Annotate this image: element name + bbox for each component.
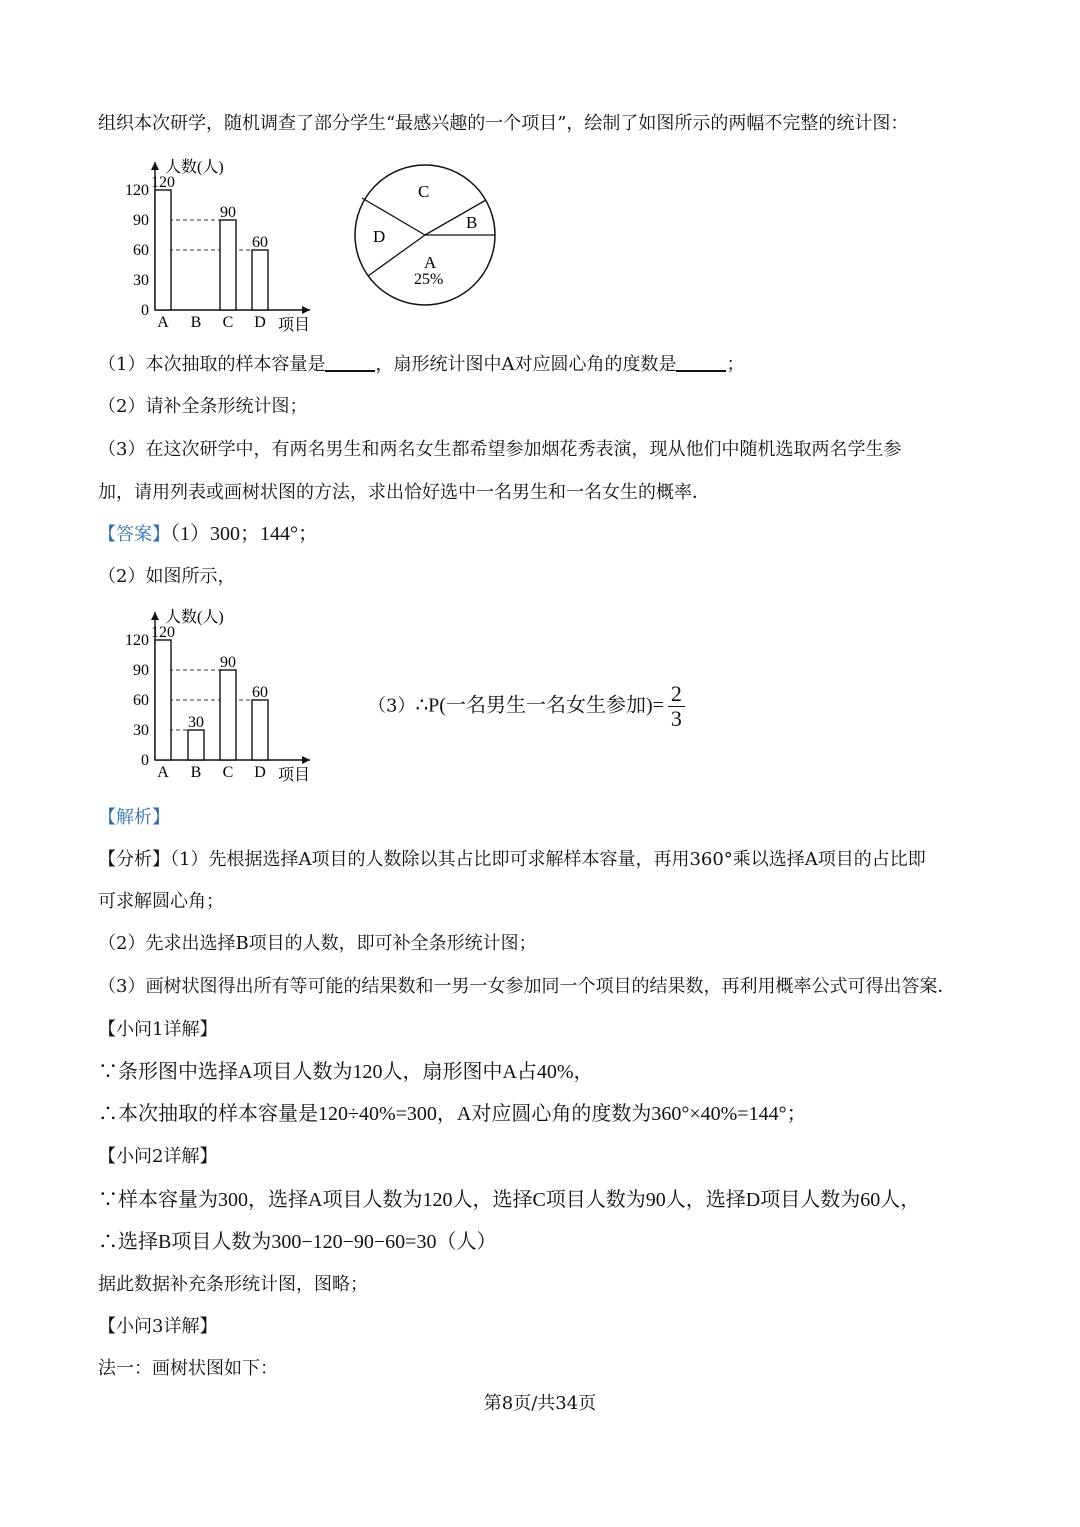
detail-2-heading: 【小问2详解】 bbox=[98, 1146, 218, 1167]
question-3-line1: （3）在这次研学中，有两名男生和两名女生都希望参加烟花秀表演，现从他们中随机选取两名学生参 bbox=[98, 439, 902, 460]
y-tick-label: 0 bbox=[141, 302, 149, 319]
x-axis-arrow bbox=[302, 756, 310, 764]
pie-label-c: C bbox=[418, 182, 430, 201]
probability-fraction: $\frac{2}{3}$ bbox=[668, 682, 685, 731]
y-tick-label: 90 bbox=[133, 662, 149, 679]
detail-2-a: ∵样本容量为300，选择A项目人数为120人，选择C项目人数为90人，选择D项目人数为60人， bbox=[98, 1189, 921, 1211]
x-axis-label: 项目 bbox=[278, 317, 311, 334]
x-tick-label-c: C bbox=[222, 314, 234, 331]
y-tick-label: 30 bbox=[133, 722, 149, 739]
bar-a bbox=[155, 640, 171, 760]
y-tick-label: 120 bbox=[125, 182, 149, 199]
analysis-3: （3）画树状图得出所有等可能的结果数和一男一女参加同一个项目的结果数，再利用概率公式可得出答案． bbox=[98, 976, 956, 997]
bar-c bbox=[220, 670, 236, 760]
detail-2-c: 据此数据补充条形统计图，图略； bbox=[98, 1274, 368, 1295]
x-tick-label-d: D bbox=[254, 314, 266, 331]
x-tick-label-a: A bbox=[157, 314, 169, 331]
question-3-line2: 加，请用列表或画树状图的方法，求出恰好选中一名男生和一名女生的概率． bbox=[98, 482, 710, 503]
bar-b bbox=[188, 730, 204, 760]
answer-2: （2）如图所示， bbox=[98, 566, 236, 587]
pie-label-d: D bbox=[373, 227, 386, 246]
bar-value-label-a: 120 bbox=[151, 174, 175, 191]
x-tick-label-c: C bbox=[222, 764, 234, 781]
y-tick-label: 120 bbox=[125, 632, 149, 649]
pie-label-b: B bbox=[466, 213, 478, 232]
detail-3-a: 法一：画树状图如下： bbox=[98, 1358, 278, 1379]
bar-a bbox=[155, 190, 171, 310]
pie-chart bbox=[348, 158, 508, 318]
x-tick-label-b: B bbox=[190, 314, 202, 331]
pie-label-a-percent: 25% bbox=[414, 271, 444, 288]
bar-chart-complete bbox=[98, 600, 328, 785]
detail-1-a: ∵条形图中选择A项目人数为120人，扇形图中A占40%， bbox=[98, 1061, 594, 1083]
y-axis-label: 人数(人) bbox=[165, 609, 224, 626]
y-axis-arrow bbox=[151, 612, 159, 620]
bar-c bbox=[220, 220, 236, 310]
y-tick-label: 60 bbox=[133, 692, 149, 709]
x-axis-arrow bbox=[302, 306, 310, 314]
question-1: （1）本次抽取的样本容量是 ，扇形统计图中A对应圆心角的度数是 ； bbox=[98, 354, 745, 375]
y-axis-label: 人数(人) bbox=[165, 159, 224, 176]
question-2: （2）请补全条形统计图； bbox=[98, 396, 308, 417]
y-axis-arrow bbox=[151, 162, 159, 170]
bar-value-label-d: 60 bbox=[252, 234, 268, 251]
x-tick-label-a: A bbox=[157, 764, 169, 781]
bar-value-label-c: 90 bbox=[220, 204, 236, 221]
blank-angle[interactable] bbox=[676, 352, 726, 372]
analysis-1: 【分析】（1）先根据选择A项目的人数除以其占比即可求解样本容量，再用360°乘以选择A项目的占比即 bbox=[98, 849, 926, 870]
answer-tag: 【答案】 bbox=[98, 524, 170, 545]
x-tick-label-b: B bbox=[190, 764, 202, 781]
y-tick-label: 0 bbox=[141, 752, 149, 769]
analysis-1b: 可求解圆心角； bbox=[98, 891, 224, 912]
analysis-tag: 【解析】 bbox=[98, 807, 170, 828]
bar-value-label-d: 60 bbox=[252, 684, 268, 701]
y-tick-label: 60 bbox=[133, 242, 149, 259]
bar-d bbox=[252, 700, 268, 760]
answer-1: 【答案】（1）300；144°； bbox=[98, 523, 318, 545]
bar-value-label-b: 30 bbox=[188, 714, 204, 731]
bar-d bbox=[252, 250, 268, 310]
x-axis-label: 项目 bbox=[278, 767, 311, 784]
bar-value-label-a: 120 bbox=[151, 624, 175, 641]
y-tick-label: 30 bbox=[133, 272, 149, 289]
page-footer: 第8页/共34页 bbox=[483, 1393, 597, 1414]
bar-value-label-c: 90 bbox=[220, 654, 236, 671]
x-tick-label-d: D bbox=[254, 764, 266, 781]
bar-chart-incomplete bbox=[98, 150, 328, 335]
pie-divider-3 bbox=[362, 198, 425, 235]
detail-1-b: ∴本次抽取的样本容量是120÷40%=300，A对应圆心角的度数为360°×40%=144°； bbox=[98, 1103, 807, 1125]
detail-1-heading: 【小问1详解】 bbox=[98, 1019, 218, 1040]
intro-text: 组织本次研学，随机调查了部分学生“最感兴趣的一个项目”，绘制了如图所示的两幅不完整的统计图： bbox=[98, 113, 909, 134]
y-tick-label: 90 bbox=[133, 212, 149, 229]
answer-3: （3）∴P(一名男生一名女生参加)= $\frac{2}{3}$ bbox=[368, 682, 685, 731]
detail-3-heading: 【小问3详解】 bbox=[98, 1316, 218, 1337]
analysis-2: （2）先求出选择B项目的人数，即可补全条形统计图； bbox=[98, 933, 537, 954]
pie-label-a: A bbox=[424, 253, 437, 272]
blank-sample-size[interactable] bbox=[325, 352, 375, 372]
detail-2-b: ∴选择B项目人数为300−120−90−60=30（人） bbox=[98, 1231, 497, 1253]
